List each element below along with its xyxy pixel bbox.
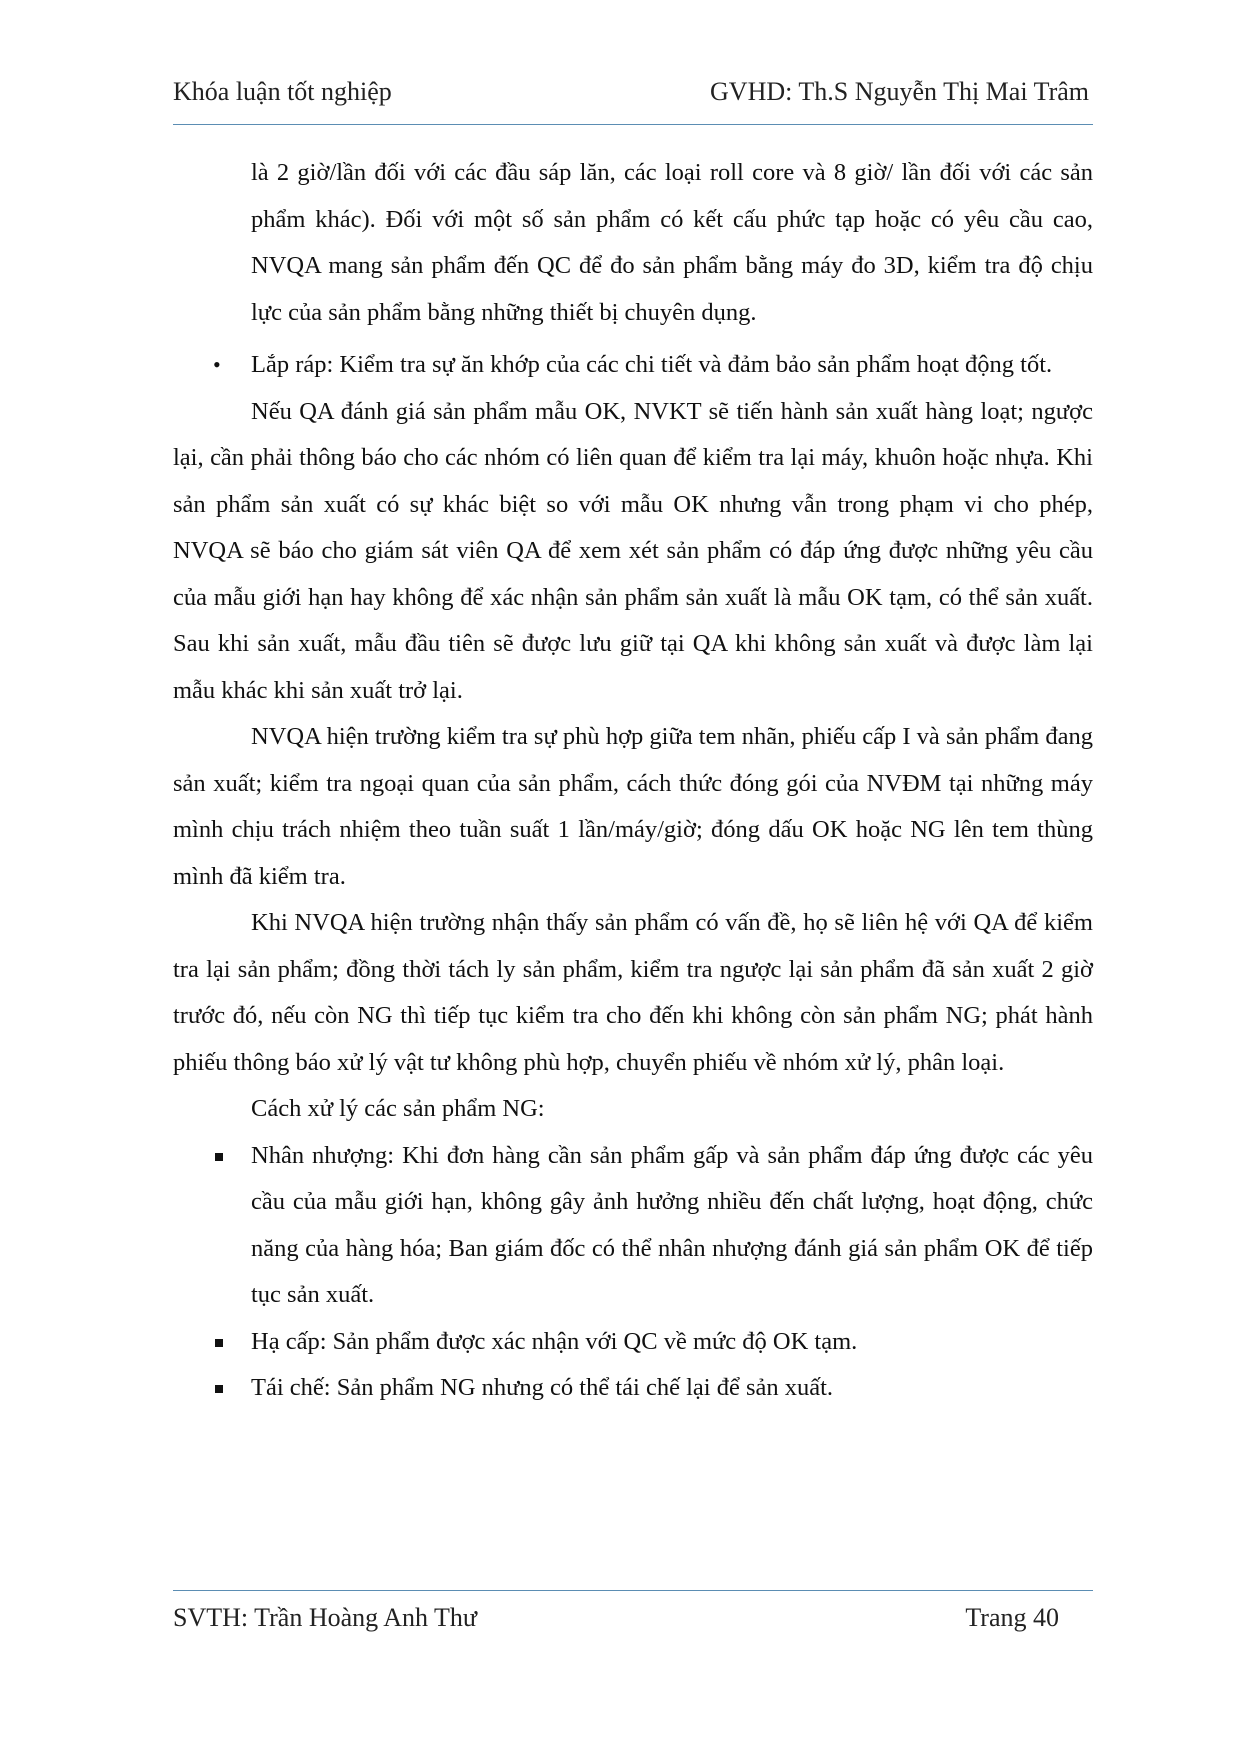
header-divider xyxy=(173,124,1093,125)
bullet-assembly-text: Lắp ráp: Kiểm tra sự ăn khớp của các chi tiết và đảm bảo sản phẩm hoạt động tốt. xyxy=(251,351,1053,378)
paragraph: Nếu QA đánh giá sản phẩm mẫu OK, NVKT sẽ tiến hành sản xuất hàng loạt; ngược lại, cần phải thông báo cho các nhóm có liên quan để kiểm tra lại máy, khuôn hoặc nhựa. Khi sản phẩm sản xuất có sự khác biệt so với mẫu OK nhưng vẫn trong phạm vi cho phép, NVQA sẽ báo cho giám sát viên QA để xem xét sản phẩm có đáp ứng được những yêu cầu của mẫu giới hạn hay không để xác nhận sản phẩm sản xuất là mẫu OK tạm, có thể sản xuất. Sau khi sản xuất, mẫu đầu tiên sẽ được lưu giữ tại QA khi không sản xuất và được làm lại mẫu khác khi sản xuất trở lại. xyxy=(173,397,1093,704)
paragraph: Khi NVQA hiện trường nhận thấy sản phẩm có vấn đề, họ sẽ liên hệ với QA để kiểm tra lại sản phẩm; đồng thời tách ly sản phẩm, kiểm tra ngược lại sản phẩm đã sản xuất 2 giờ trước đó, nếu còn NG thì tiếp tục kiểm tra cho đến khi không còn sản phẩm NG; phát hành phiếu thông báo xử lý vật tư không phù hợp, chuyển phiếu về nhóm xử lý, phân loại. xyxy=(173,909,1093,1076)
bullet-square-icon xyxy=(213,1133,251,1319)
footer-author: SVTH: Trần Hoàng Anh Thư xyxy=(173,1603,477,1632)
page-number: Trang 40 xyxy=(965,1603,1059,1632)
paragraph: NVQA hiện trường kiểm tra sự phù hợp giữa tem nhãn, phiếu cấp I và sản phẩm đang sản xuất; kiểm tra ngoại quan của sản phẩm, cách thức đóng gói của NVĐM tại những máy mình chịu trách nhiệm theo tuần suất 1 lần/máy/giờ; đóng dấu OK hoặc NG lên tem thùng mình đã kiểm tra. xyxy=(173,723,1093,890)
list-item xyxy=(173,342,1093,389)
ng-item-text: Hạ cấp: Sản phẩm được xác nhận với QC về mức độ OK tạm. xyxy=(251,1327,858,1355)
list-item xyxy=(173,1319,1093,1366)
header-supervisor: GVHD: Th.S Nguyễn Thị Mai Trâm xyxy=(710,77,1089,106)
page-body xyxy=(173,150,1093,1412)
list-item xyxy=(173,1365,1093,1412)
list-item xyxy=(173,1133,1093,1319)
continuation-paragraph: là 2 giờ/lần đối với các đầu sáp lăn, các loại roll core và 8 giờ/ lần đối với các sản phẩm khác). Đối với một số sản phẩm có kết cấu phức tạp hoặc có yêu cầu cao, NVQA mang sản phẩm đến QC để đo sản phẩm bằng máy đo 3D, kiểm tra độ chịu lực của sản phẩm bằng những thiết bị chuyên dụng. xyxy=(251,159,1093,326)
ng-item-text: Tái chế: Sản phẩm NG nhưng có thể tái chế lại để sản xuất. xyxy=(251,1374,834,1401)
bullet-dot-icon xyxy=(213,342,251,389)
page-footer xyxy=(173,1598,1093,1638)
footer-divider xyxy=(173,1590,1093,1591)
bullet-square-icon xyxy=(213,1365,251,1412)
ng-item-text: Nhân nhượng: Khi đơn hàng cần sản phẩm gấp và sản phẩm đáp ứng được các yêu cầu của mẫu giới hạn, không gây ảnh hưởng nhiều đến chất lượng, hoạt động, chức năng của hàng hóa; Ban giám đốc có thể nhân nhượng đánh giá sản phẩm OK để tiếp tục sản xuất. xyxy=(251,1141,1093,1308)
bullet-square-icon xyxy=(213,1319,251,1366)
ng-handling-heading: Cách xử lý các sản phẩm NG: xyxy=(251,1095,545,1122)
header-title: Khóa luận tốt nghiệp xyxy=(173,77,392,106)
page-header xyxy=(173,72,1093,112)
